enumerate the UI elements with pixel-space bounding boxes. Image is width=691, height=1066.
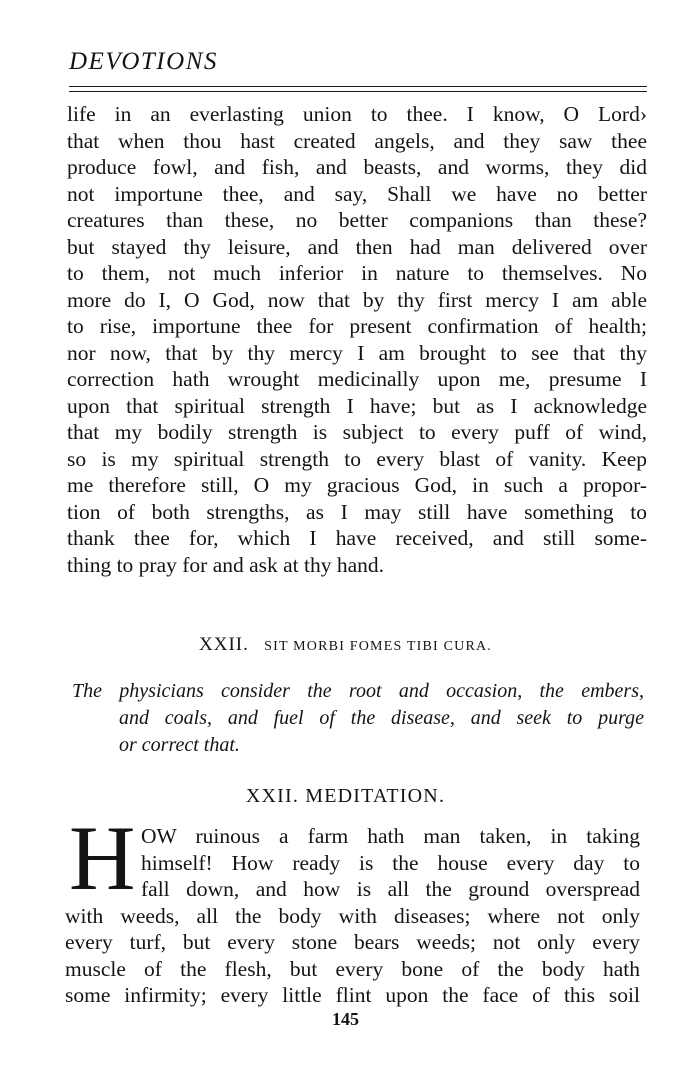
text-line: thank thee for, which I have received, and still some-: [67, 526, 647, 550]
text-line: nor now, that by thy mercy I am brought to see that thy: [67, 340, 647, 365]
text-line: to rise, importune thee for present confirmation of health;: [67, 314, 647, 338]
text-line: produce fowl, and fish, and beasts, and worms, they did: [67, 155, 647, 179]
text-line: OW ruinous a farm hath man taken, in taking: [141, 824, 640, 848]
text-line: to them, not much inferior in nature to themselves. No: [67, 261, 647, 285]
text-line: some infirmity; every little flint upon the face of this soil: [65, 983, 640, 1007]
summary-line: The physicians consider the root and occasion, the embers,: [72, 680, 644, 702]
body-paragraph: [67, 101, 647, 578]
section-number: XXII.: [199, 634, 249, 655]
text-line: me therefore still, O my gracious God, in such a propor-: [67, 473, 647, 497]
text-line: life in an everlasting union to thee. I know, O Lord›: [67, 102, 647, 126]
header-rule-bottom: [69, 91, 647, 92]
summary-line: and coals, and fuel of the disease, and seek to purge: [119, 707, 644, 729]
text-line: more do I, O God, now that by thy first mercy I am able: [67, 287, 647, 312]
text-line: fall down, and how is all the ground overspread: [141, 877, 640, 901]
text-line: tion of both strengths, as I may still have something to: [67, 499, 647, 524]
page-number: 145: [332, 1009, 359, 1029]
text-line: that when thou hast created angels, and they saw thee: [67, 128, 647, 153]
section-heading: [0, 634, 691, 656]
text-line: that my bodily strength is subject to every puff of wind,: [67, 420, 647, 444]
text-line: correction hath wrought medicinally upon me, presume I: [67, 367, 647, 391]
text-line: but stayed thy leisure, and then had man delivered over: [67, 234, 647, 259]
section-motto: SIT MORBI FOMES TIBI CURA.: [264, 639, 492, 654]
text-line: with weeds, all the body with diseases; where not only: [65, 903, 640, 928]
text-line: muscle of the flesh, but every bone of the body hath: [65, 956, 640, 981]
text-line: every turf, but every stone bears weeds; not only every: [65, 930, 640, 954]
section-summary: [72, 678, 644, 759]
text-line: so is my spiritual strength to every blast of vanity. Keep: [67, 446, 647, 471]
text-line: himself! How ready is the house every day to: [141, 850, 640, 875]
summary-line: or correct that.: [119, 734, 240, 756]
meditation-paragraph: [65, 823, 640, 1009]
text-line: thing to pray for and ask at thy hand.: [67, 552, 385, 577]
drop-cap: H: [69, 807, 136, 909]
text-line: creatures than these, no better companions than these?: [67, 208, 647, 232]
text-line: upon that spiritual strength I have; but as I acknowledge: [67, 393, 647, 418]
meditation-heading: XXII. MEDITATION.: [245, 785, 446, 807]
running-head: DEVOTIONS: [69, 48, 218, 75]
header-rule-top: [69, 86, 647, 87]
text-line: not importune thee, and say, Shall we have no better: [67, 181, 647, 206]
